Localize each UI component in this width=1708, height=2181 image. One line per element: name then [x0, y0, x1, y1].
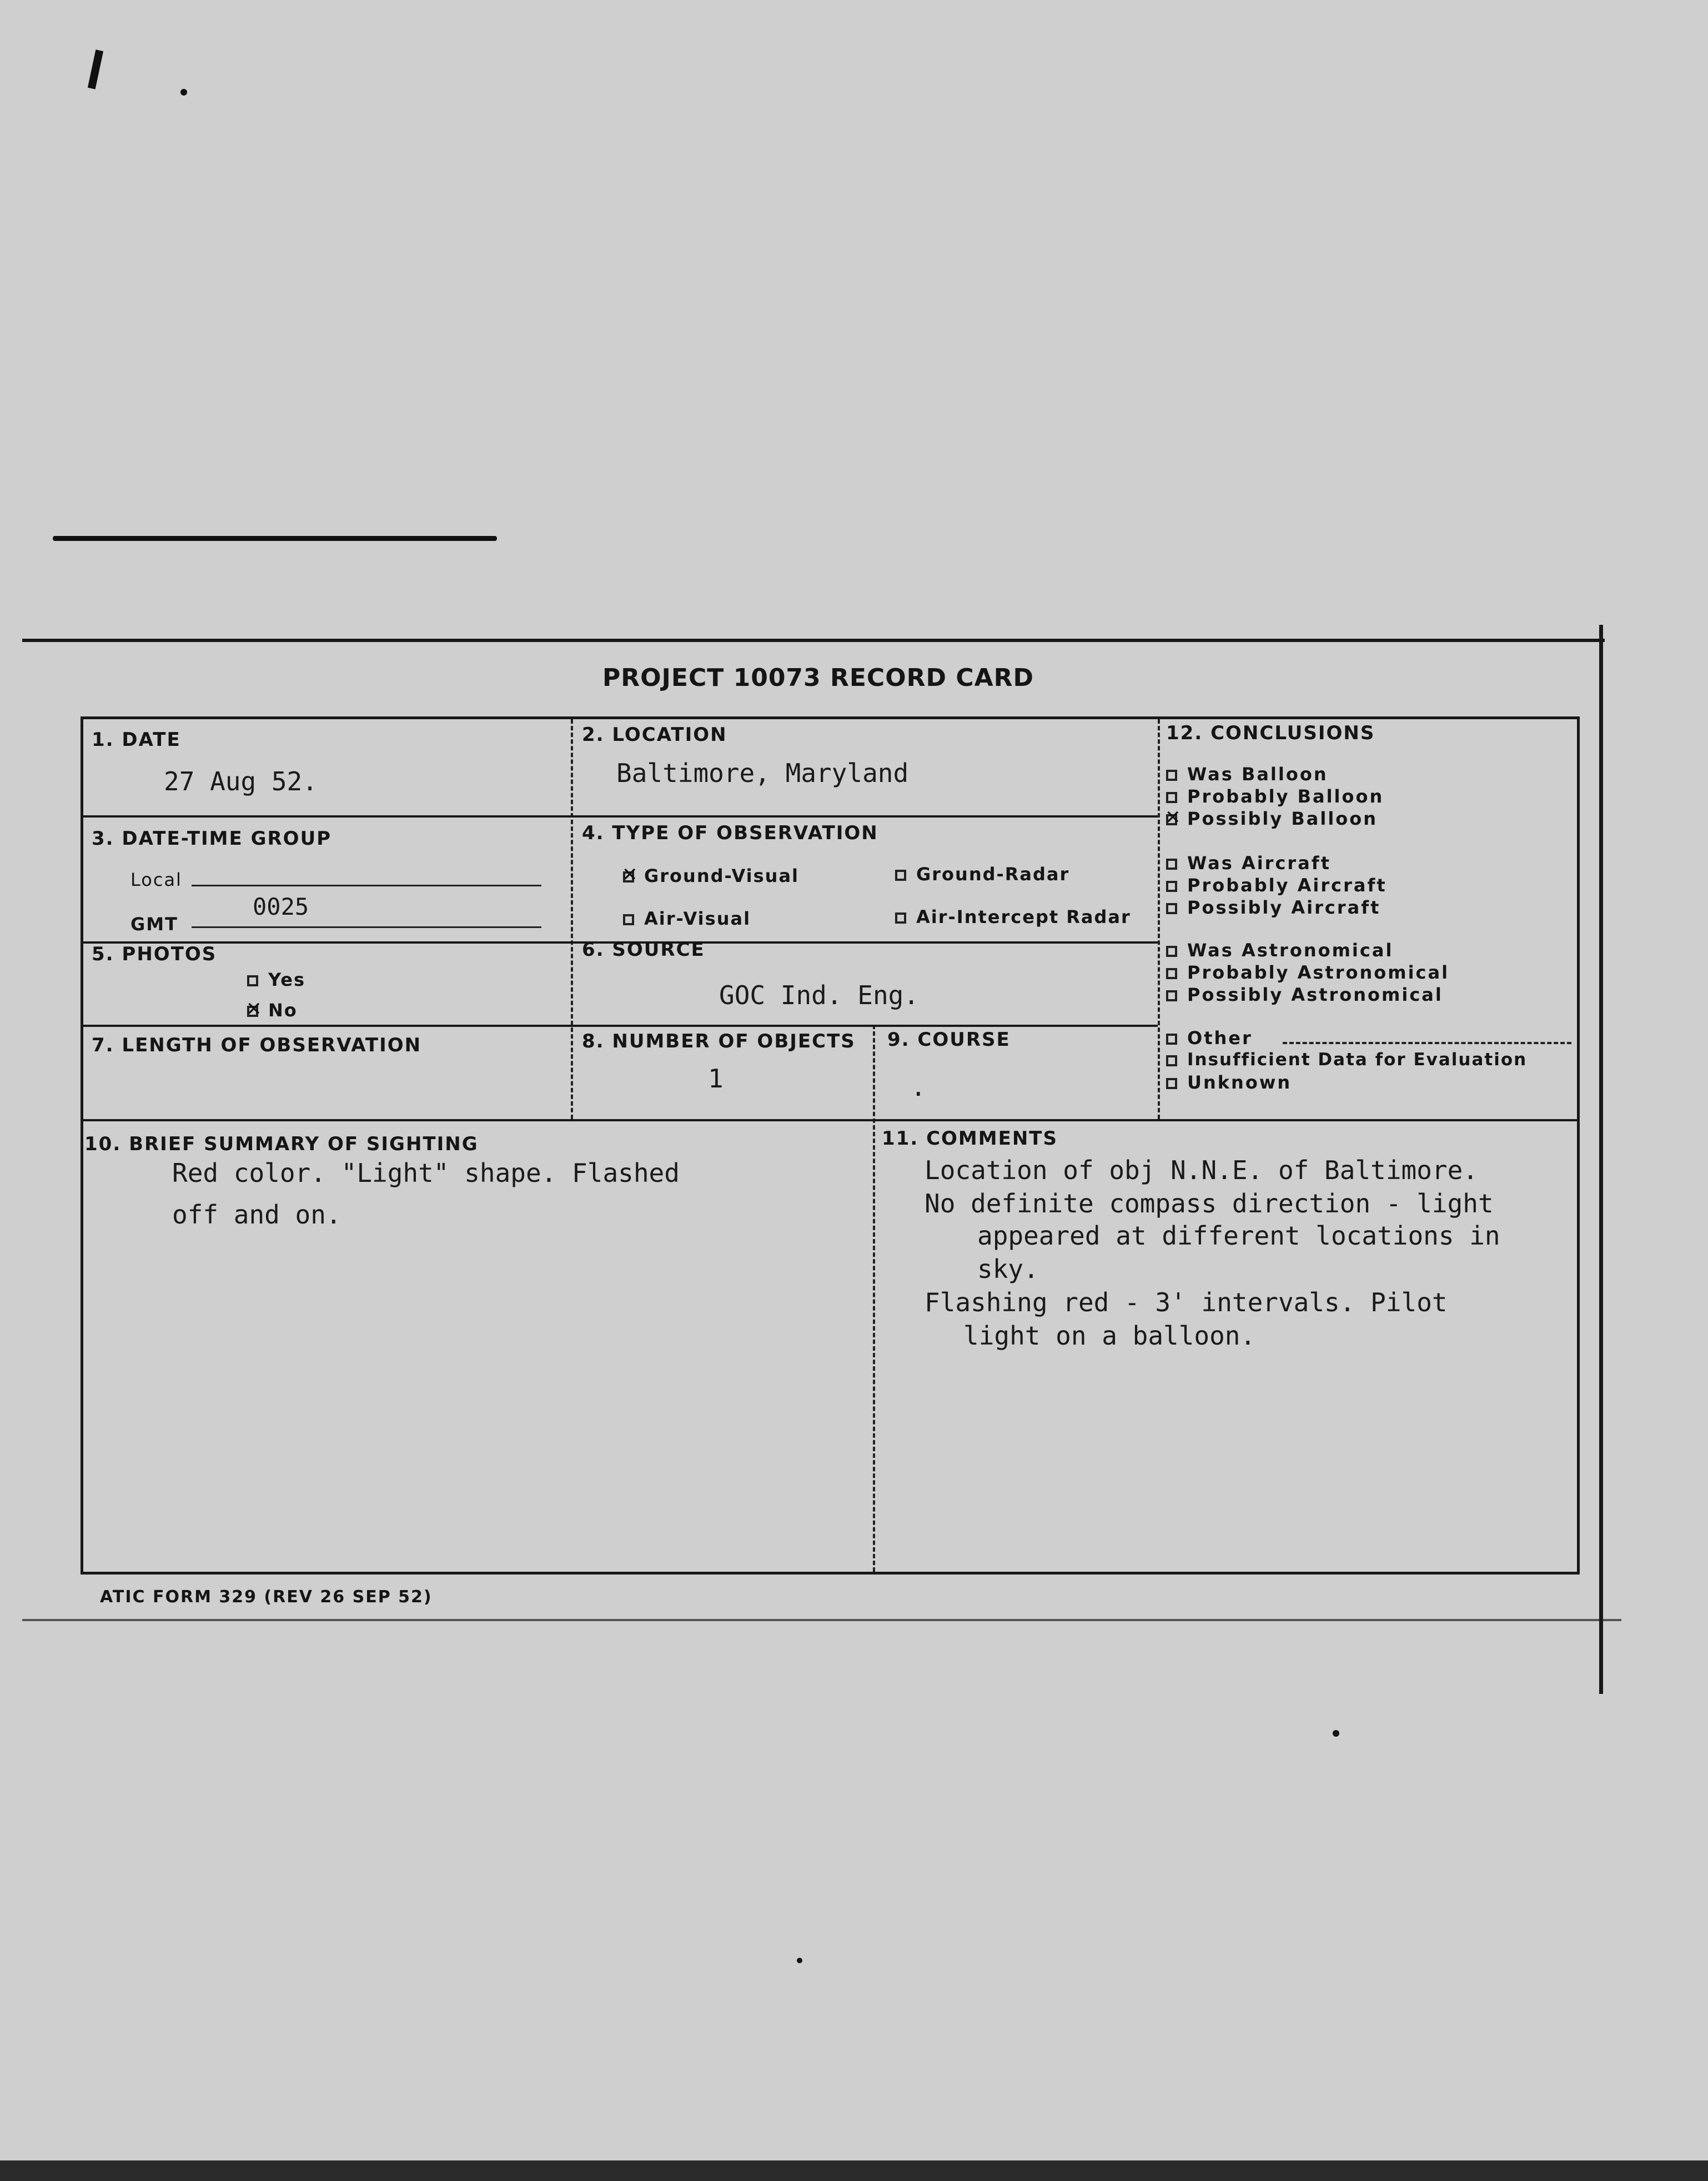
conclusions-label: 12. CONCLUSIONS: [1166, 722, 1375, 744]
conclusion-other[interactable]: Other: [1166, 1027, 1253, 1049]
dtg-local-line: [192, 885, 541, 886]
checkbox[interactable]: [623, 914, 634, 925]
date-value: 27 Aug 52.: [164, 766, 318, 796]
checkbox-checked[interactable]: [623, 871, 634, 883]
conclusion-possibly-aircraft[interactable]: Possibly Aircraft: [1166, 897, 1380, 918]
checkbox[interactable]: [247, 975, 258, 986]
obs-air-visual[interactable]: Air-Visual: [623, 908, 751, 929]
checkbox[interactable]: [1166, 1034, 1177, 1045]
conclusion-probably-balloon[interactable]: Probably Balloon: [1166, 786, 1384, 807]
obs-ground-radar[interactable]: Ground-Radar: [895, 864, 1069, 885]
photos-no[interactable]: ✕No: [247, 1000, 298, 1021]
conclusion-probably-astronomical[interactable]: Probably Astronomical: [1166, 962, 1449, 983]
checkbox[interactable]: [1166, 792, 1177, 803]
card-title: PROJECT 10073 RECORD CARD: [602, 664, 1034, 692]
conclusion-was-astronomical[interactable]: Was Astronomical: [1166, 940, 1393, 961]
source-value: GOC Ind. Eng.: [719, 980, 920, 1010]
photos-yes[interactable]: Yes: [247, 969, 305, 990]
conclusion-unknown[interactable]: Unknown: [1166, 1072, 1292, 1093]
film-mark: [88, 49, 103, 89]
checkbox[interactable]: [1166, 903, 1177, 914]
comment-line: No definite compass direction - light: [925, 1189, 1494, 1219]
film-mark: [53, 536, 497, 541]
conclusion-probably-aircraft[interactable]: Probably Aircraft: [1166, 875, 1387, 896]
comments-label: 11. COMMENTS: [882, 1127, 1058, 1150]
checkbox[interactable]: [1166, 881, 1177, 892]
divider: [571, 719, 573, 1119]
checkbox[interactable]: [1166, 1055, 1177, 1066]
length-label: 7. LENGTH OF OBSERVATION: [92, 1034, 422, 1056]
checkbox[interactable]: [1166, 946, 1177, 957]
dtg-gmt-line: [192, 926, 541, 928]
location-value: Baltimore, Maryland: [616, 758, 909, 788]
photos-label: 5. PHOTOS: [92, 943, 217, 965]
film-mark: [797, 1958, 802, 1963]
form-left-border: [81, 716, 83, 1575]
dtg-gmt-value: 0025: [253, 893, 309, 920]
objects-label: 8. NUMBER OF OBJECTS: [582, 1030, 856, 1052]
comment-line: Location of obj N.N.E. of Baltimore.: [925, 1155, 1478, 1185]
checkbox[interactable]: [1166, 990, 1177, 1001]
divider: [873, 1025, 875, 1572]
form-bottom-line: [81, 1572, 1580, 1575]
checkbox[interactable]: [895, 912, 906, 924]
summary-label: 10. BRIEF SUMMARY OF SIGHTING: [84, 1133, 479, 1155]
conclusion-was-balloon[interactable]: Was Balloon: [1166, 764, 1328, 785]
checkbox[interactable]: [895, 870, 906, 881]
date-label: 1. DATE: [92, 729, 181, 751]
comment-line: sky.: [977, 1254, 1039, 1284]
checkbox-checked[interactable]: [1166, 814, 1177, 825]
card-top-edge: [22, 639, 1605, 642]
comment-line: Flashing red - 3' intervals. Pilot: [925, 1287, 1448, 1317]
form-right-border: [1577, 716, 1580, 1575]
row-divider: [81, 1119, 1580, 1121]
form-top-line: [81, 716, 1580, 719]
card-right-edge: [1599, 625, 1603, 1694]
divider: [1158, 719, 1160, 1119]
checkbox-checked[interactable]: [247, 1006, 258, 1017]
checkbox[interactable]: [1166, 968, 1177, 979]
summary-line: off and on.: [172, 1200, 341, 1230]
dtg-local-label: Local: [130, 869, 182, 890]
other-line: [1283, 1042, 1571, 1044]
obs-air-intercept-radar[interactable]: Air-Intercept Radar: [895, 906, 1131, 927]
comment-line: light on a balloon.: [963, 1321, 1256, 1351]
obs-ground-visual[interactable]: ✕Ground-Visual: [623, 865, 799, 886]
conclusion-possibly-balloon[interactable]: ✕Possibly Balloon: [1166, 808, 1378, 829]
film-mark: [1333, 1730, 1339, 1737]
dtg-gmt-label: GMT: [130, 914, 178, 935]
checkbox[interactable]: [1166, 1078, 1177, 1089]
checkbox[interactable]: [1166, 770, 1177, 781]
film-mark: [180, 89, 187, 96]
conclusion-insufficient-data[interactable]: Insufficient Data for Evaluation: [1166, 1050, 1527, 1070]
card-bottom-edge: [22, 1619, 1621, 1621]
course-value: .: [911, 1072, 926, 1102]
form-number: ATIC FORM 329 (REV 26 SEP 52): [100, 1587, 433, 1607]
comment-line: appeared at different locations in: [977, 1221, 1500, 1251]
dtg-label: 3. DATE-TIME GROUP: [92, 828, 332, 850]
course-label: 9. COURSE: [887, 1029, 1011, 1051]
conclusion-possibly-astronomical[interactable]: Possibly Astronomical: [1166, 984, 1443, 1005]
objects-value: 1: [708, 1064, 724, 1094]
source-label: 6. SOURCE: [582, 939, 705, 961]
checkbox[interactable]: [1166, 859, 1177, 870]
row-divider: [81, 1025, 1158, 1027]
location-label: 2. LOCATION: [582, 724, 727, 746]
summary-line: Red color. "Light" shape. Flashed: [172, 1158, 680, 1188]
film-mark: [0, 2160, 1708, 2181]
observation-type-label: 4. TYPE OF OBSERVATION: [582, 822, 878, 844]
conclusion-was-aircraft[interactable]: Was Aircraft: [1166, 853, 1331, 874]
row-divider: [81, 815, 1158, 818]
